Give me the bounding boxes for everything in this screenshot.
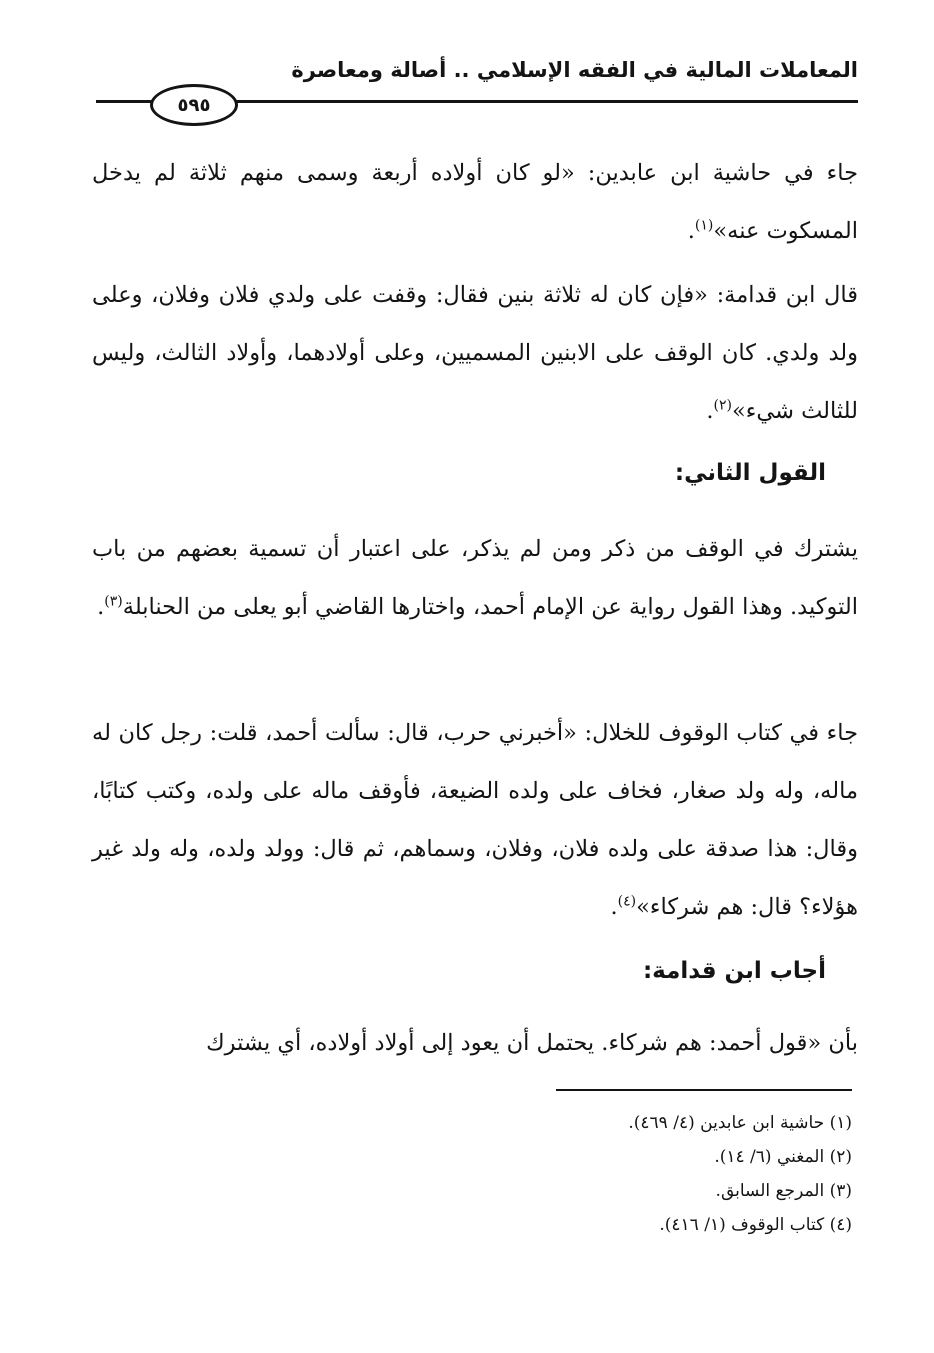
footnotes-list	[628, 1106, 852, 1242]
footnote-4: (٤) كتاب الوقوف (١/ ٤١٦).	[659, 1215, 852, 1235]
paragraph-1-text: جاء في حاشية ابن عابدين: «لو كان أولاده أربعة وسمى منهم ثلاثة لم يدخل المسكوت عنه»	[92, 160, 858, 244]
footnote-3: (٣) المرجع السابق.	[715, 1181, 852, 1201]
paragraph-3-end: .	[97, 594, 105, 620]
paragraph-1	[92, 144, 858, 260]
paragraph-3-text: يشترك في الوقف من ذكر ومن لم يذكر، على اعتبار أن تسمية بعضهم من باب التوكيد. وهذا القول رواية عن الإمام أحمد، واختارها القاضي أبو يعلى من الحنابلة	[92, 536, 858, 620]
heading-second-opinion: القول الثاني:	[674, 460, 826, 486]
paragraph-4	[92, 704, 858, 936]
paragraph-3	[92, 520, 858, 636]
paragraph-2	[92, 266, 858, 440]
page-number: ٥٩٥	[150, 84, 238, 126]
footnote-2: (٢) المغني (٦/ ١٤).	[714, 1147, 852, 1167]
footnote-ref-1: (١)	[694, 217, 714, 234]
footnote-ref-4: (٤)	[617, 893, 637, 910]
footnote-ref-3: (٣)	[104, 593, 123, 610]
paragraph-5-text: بأن «قول أحمد: هم شركاء. يحتمل أن يعود إلى أولاد أولاده، أي يشترك	[206, 1030, 858, 1056]
footnote-1: (١) حاشية ابن عابدين (٤/ ٤٦٩).	[628, 1113, 852, 1133]
paragraph-1-end: .	[687, 218, 695, 244]
paragraph-2-end: .	[706, 398, 714, 424]
heading-ibn-qudama-answer: أجاب ابن قدامة:	[642, 958, 826, 984]
footnote-ref-2: (٢)	[713, 397, 732, 414]
paragraph-2-text: قال ابن قدامة: «فإن كان له ثلاثة بنين فقال: وقفت على ولدي فلان وفلان، وعلى ولد ولدي. كان الوقف على الابنين المسميين، وعلى أولادهما، وأولاد الثالث، وليس للثالث شيء»	[92, 282, 858, 424]
paragraph-4-text: جاء في كتاب الوقوف للخلال: «أخبرني حرب، قال: سألت أحمد، قلت: رجل كان له ماله، وله ولد صغار، فخاف على ولده الضيعة، فأوقف ماله على ولده، وكتب كتابًا، وقال: هذا صدقة على ولده فلان، وفلان، وسماهم، ثم قال: وولد ولده، وله ولد غير هؤلاء؟ قال: هم شركاء»	[92, 720, 858, 920]
running-header-title: المعاملات المالية في الفقه الإسلامي .. أصالة ومعاصرة	[291, 58, 858, 82]
footnote-separator	[556, 1089, 852, 1091]
paragraph-5	[92, 1014, 858, 1072]
paragraph-4-end: .	[610, 894, 618, 920]
